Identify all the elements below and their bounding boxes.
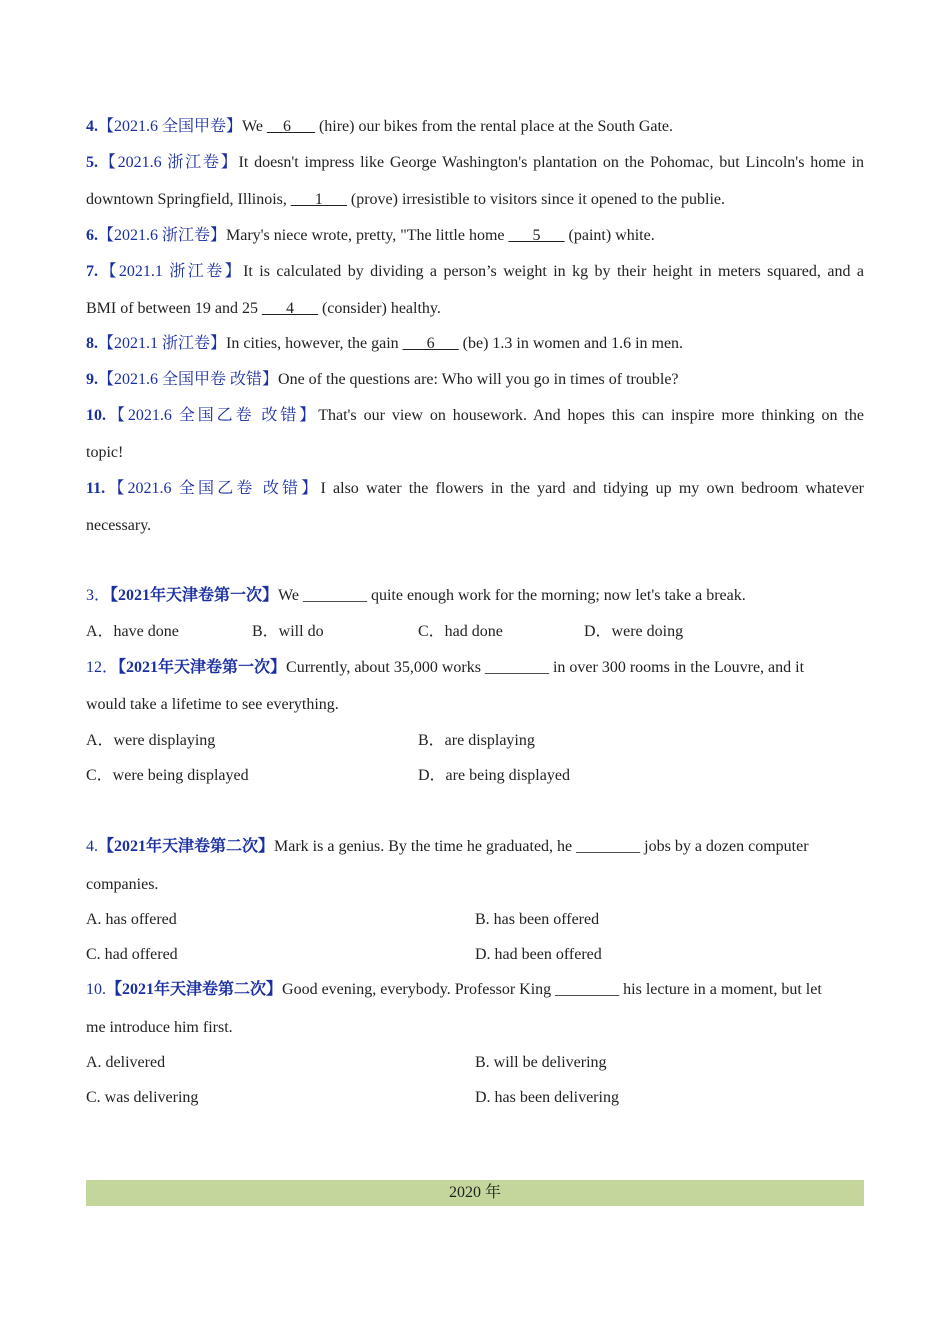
option-a: A．were displaying <box>86 732 216 749</box>
question-10-line2 <box>86 442 123 464</box>
question-text: Good evening, everybody. Professor King ________ his lecture in a moment, but let <box>282 981 822 998</box>
question-number: 8. <box>86 335 98 352</box>
question-text: In cities, however, the gain <box>226 335 403 352</box>
question-5-line2 <box>86 189 725 211</box>
option-c: C．had done <box>418 623 503 640</box>
question-11-line2 <box>86 515 151 537</box>
question-number: 4. <box>86 118 98 135</box>
question-number: 3． <box>86 587 111 604</box>
question-source: 【2021年天津卷第一次】 <box>110 587 279 604</box>
question-text: BMI of between 19 and 25 <box>86 300 262 317</box>
question-source: 【2021年天津卷第一次】 <box>118 659 287 676</box>
question-text-tail: (hire) our bikes from the rental place at the South Gate. <box>314 118 674 135</box>
answer-blank: ___5___ <box>508 227 565 244</box>
mcq-3 <box>86 585 746 607</box>
question-9 <box>86 369 679 391</box>
option-d: D．were doing <box>584 623 684 640</box>
answer-blank: __6___ <box>266 118 315 135</box>
question-source: 【2021.6 全国乙卷 改错】 <box>105 480 321 497</box>
question-5 <box>86 152 864 174</box>
option-b: B. has been offered <box>475 911 600 928</box>
question-text: Mary's niece wrote, pretty, "The little home <box>226 227 509 244</box>
question-text-tail: (paint) white. <box>564 227 655 244</box>
option-c: C. had offered <box>86 946 178 963</box>
question-source: 【2021.6 全国甲卷】 <box>98 118 243 135</box>
option-a: A. has offered <box>86 911 177 928</box>
question-text: One of the questions are: Who will you go in times of trouble? <box>278 371 679 388</box>
question-number: 9. <box>86 371 98 388</box>
question-text: would take a lifetime to see everything. <box>86 696 339 713</box>
option-c: C．were being displayed <box>86 767 249 784</box>
option-b: B. will be delivering <box>475 1054 607 1071</box>
question-text: me introduce him first. <box>86 1019 233 1036</box>
question-text: Currently, about 35,000 works ________ in over 300 rooms in the Louvre, and it <box>286 659 805 676</box>
question-text: We <box>242 118 267 135</box>
question-text: That's our view on housework. And hopes this can inspire more thinking on the <box>318 407 864 424</box>
question-text: Mark is a genius. By the time he graduated, he ________ jobs by a dozen computer <box>274 838 809 855</box>
option-d: D. had been offered <box>475 946 602 963</box>
question-7 <box>86 261 864 283</box>
question-7-line2 <box>86 298 441 320</box>
answer-blank: ___1___ <box>290 191 347 208</box>
question-source: 【2021年天津卷第二次】 <box>106 981 283 998</box>
option-b: B．are displaying <box>418 732 535 749</box>
option-c: C. was delivering <box>86 1089 199 1106</box>
question-source: 【2021.6 全国乙卷 改错】 <box>106 407 319 424</box>
question-source: 【2021.6 全国甲卷 改错】 <box>98 371 279 388</box>
question-text: We ________ quite enough work for the morning; now let's take a break. <box>278 587 746 604</box>
question-number: 5. <box>86 154 98 171</box>
question-text: It is calculated by dividing a person’s weight in kg by their height in meters squared, and a <box>243 263 864 280</box>
mcq-4-line2 <box>86 874 158 896</box>
question-4 <box>86 116 673 138</box>
mcq-10 <box>86 979 822 1001</box>
question-number: 6. <box>86 227 98 244</box>
question-8 <box>86 333 683 355</box>
option-a: A．have done <box>86 623 179 640</box>
question-number: 10. <box>86 407 106 424</box>
question-source: 【2021.1 浙江卷】 <box>98 263 244 280</box>
question-number: 12． <box>86 659 119 676</box>
question-source: 【2021.6 浙江卷】 <box>98 227 227 244</box>
option-d: D．are being displayed <box>418 767 570 784</box>
question-text-tail: (consider) healthy. <box>317 300 441 317</box>
question-text: companies. <box>86 876 159 893</box>
question-11 <box>86 478 864 500</box>
question-10 <box>86 405 864 427</box>
question-source: 【2021.6 浙江卷】 <box>98 154 239 171</box>
section-header-2020: 2020 年 <box>86 1180 864 1206</box>
question-number: 4. <box>86 838 98 855</box>
question-6 <box>86 225 655 247</box>
question-text: topic! <box>86 444 124 461</box>
question-number: 7. <box>86 263 98 280</box>
question-text: necessary. <box>86 517 152 534</box>
answer-blank: ___4___ <box>261 300 318 317</box>
question-number: 10. <box>86 981 106 998</box>
question-text: I also water the flowers in the yard and tidying up my own bedroom whatever <box>320 480 864 497</box>
mcq-12 <box>86 657 804 679</box>
question-source: 【2021年天津卷第二次】 <box>98 838 275 855</box>
question-number: 11. <box>86 480 106 497</box>
answer-blank: ___6___ <box>402 335 459 352</box>
question-text: downtown Springfield, Illinois, <box>86 191 291 208</box>
question-text-tail: (be) 1.3 in women and 1.6 in men. <box>458 335 684 352</box>
mcq-10-line2 <box>86 1017 233 1039</box>
option-d: D. has been delivering <box>475 1089 619 1106</box>
option-a: A. delivered <box>86 1054 166 1071</box>
question-text: It doesn't impress like George Washington's plantation on the Pohomac, but Lincoln's home in <box>238 154 864 171</box>
question-source: 【2021.1 浙江卷】 <box>98 335 227 352</box>
option-b: B．will do <box>252 623 324 640</box>
question-text-tail: (prove) irresistible to visitors since it opened to the publie. <box>346 191 726 208</box>
mcq-12-line2 <box>86 694 339 716</box>
mcq-4 <box>86 836 809 858</box>
